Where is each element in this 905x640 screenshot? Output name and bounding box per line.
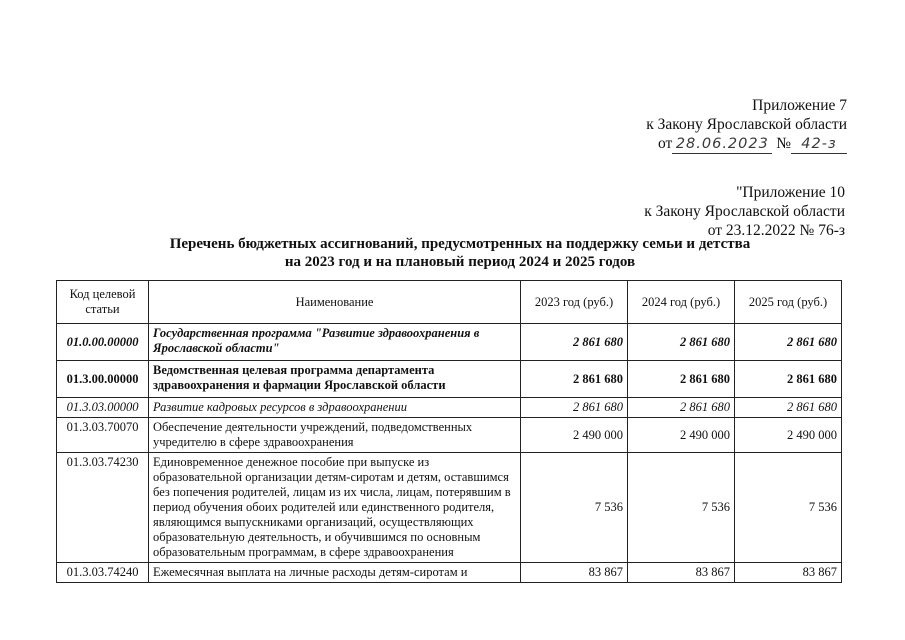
cell-2025: 2 861 680 [735,398,842,418]
header-2023: 2023 год (руб.) [521,281,628,324]
title-line-2: на 2023 год и на плановый период 2024 и 2025 годов [284,254,636,270]
appendix-amended-block [644,183,845,240]
cell-code: 01.3.03.74240 [57,563,149,583]
table-row [57,361,842,398]
cell-name: Единовременное денежное пособие при выпуске из образовательной организации детям-сиротам и детям, оставшимся без попечения родителей, лицам из их числа, лицам, потерявшим в период обучения обоих родителей или единственного родителя, являющимся выпускниками организаций, осуществляющих образовательную деятельность, и обучившимся по основным образовательным программам, в сфере здравоохранения [149,453,521,563]
cell-name: Ежемесячная выплата на личные расходы детям-сиротам и [149,563,521,583]
appendix-law-ref: к Закону Ярославской области [646,116,847,133]
cell-2024: 7 536 [628,453,735,563]
cell-2025: 7 536 [735,453,842,563]
cell-2024: 83 867 [628,563,735,583]
header-2025: 2025 год (руб.) [735,281,842,324]
cell-2024: 2 490 000 [628,418,735,453]
cell-name: Развитие кадровых ресурсов в здравоохранении [149,398,521,418]
budget-table [56,280,842,583]
cell-2025: 2 861 680 [735,324,842,361]
cell-2023: 2 861 680 [521,398,628,418]
handwritten-date: 28.06.2023 [672,136,772,154]
title-line-1: Перечень бюджетных ассигнований, предусмотренных на поддержку семьи и детства [169,236,751,252]
cell-name: Государственная программа "Развитие здравоохранения в Ярославской области" [149,324,521,361]
cell-code: 01.3.03.70070 [57,418,149,453]
cell-code: 01.0.00.00000 [57,324,149,361]
table-header-row [57,281,842,324]
amended-law-ref: к Закону Ярославской области [644,203,845,220]
cell-2024: 2 861 680 [628,361,735,398]
table-row [57,453,842,563]
table-row [57,563,842,583]
appendix-number: Приложение 7 [752,97,847,114]
appendix-current-block [646,96,847,154]
handwritten-law-number: 42-з [791,136,847,154]
cell-2025: 83 867 [735,563,842,583]
cell-code: 01.3.03.00000 [57,398,149,418]
amended-law-date: от 23.12.2022 № 76-з [707,222,845,239]
table-row [57,398,842,418]
cell-2025: 2 490 000 [735,418,842,453]
appendix-date-line [646,134,847,154]
header-code: Код целевой статьи [57,281,149,324]
document-title [150,235,770,271]
cell-2024: 2 861 680 [628,324,735,361]
cell-2023: 7 536 [521,453,628,563]
table-row [57,418,842,453]
cell-2023: 2 490 000 [521,418,628,453]
cell-2025: 2 861 680 [735,361,842,398]
header-2024: 2024 год (руб.) [628,281,735,324]
cell-2023: 2 861 680 [521,361,628,398]
cell-2024: 2 861 680 [628,398,735,418]
number-label: № [776,135,791,152]
amended-appendix-number: "Приложение 10 [736,184,845,201]
cell-name: Ведомственная целевая программа департамента здравоохранения и фармации Ярославской области [149,361,521,398]
cell-2023: 2 861 680 [521,324,628,361]
from-label: от [658,135,673,152]
header-name: Наименование [149,281,521,324]
table-row [57,324,842,361]
cell-2023: 83 867 [521,563,628,583]
cell-code: 01.3.03.74230 [57,453,149,563]
cell-name: Обеспечение деятельности учреждений, подведомственных учредителю в сфере здравоохранения [149,418,521,453]
cell-code: 01.3.00.00000 [57,361,149,398]
